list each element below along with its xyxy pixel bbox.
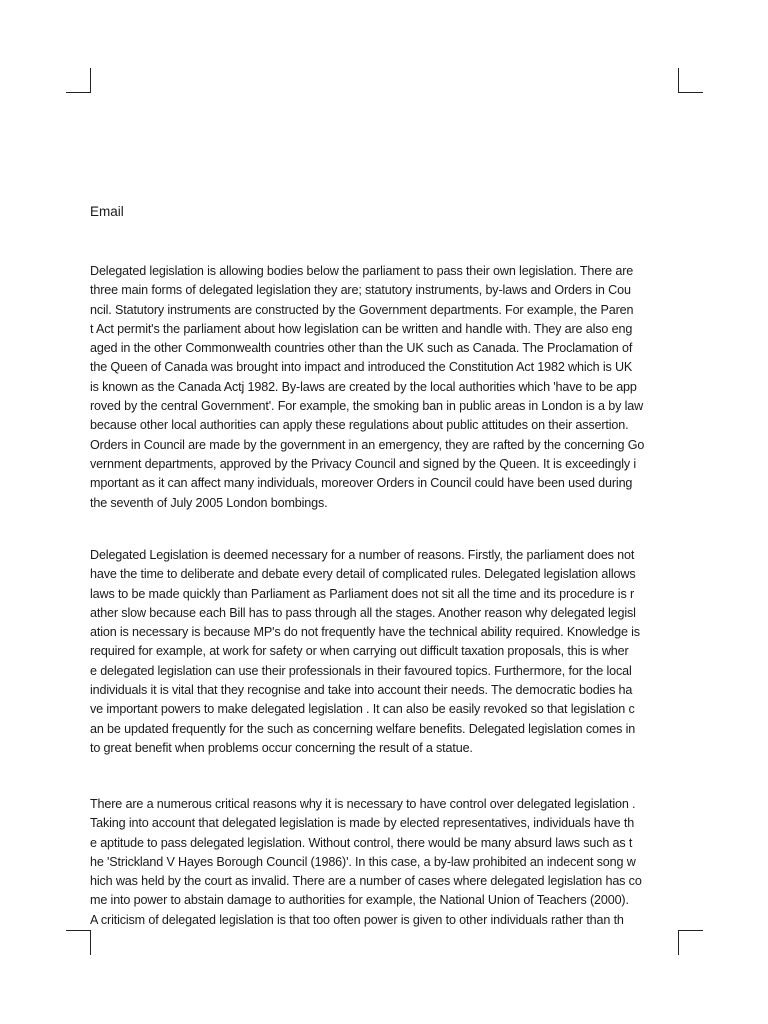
text-line: e aptitude to pass delegated legislation. Without control, there would be many absurd laws such as t — [90, 835, 633, 850]
text-line: vernment departments, approved by the Privacy Council and signed by the Queen. It is exceedingly i — [90, 456, 637, 471]
text-line: he 'Strickland V Hayes Borough Council (1986)'. In this case, a by-law prohibited an indecent song w — [90, 854, 636, 869]
text-line: hich was held by the court as invalid. There are a number of cases where delegated legislation has co — [90, 874, 642, 889]
text-line: have the time to deliberate and debate every detail of complicated rules. Delegated legislation allows — [90, 567, 636, 582]
text-line: roved by the central Government'. For example, the smoking ban in public areas in London is a by law — [90, 399, 644, 414]
document-title: Email — [90, 204, 124, 219]
text-line: A criticism of delegated legislation is that too often power is given to other individuals rather than th — [90, 912, 624, 927]
text-line: e delegated legislation can use their professionals in their favoured topics. Furthermore, for the local — [90, 663, 632, 678]
text-line: required for example, at work for safety or when carrying out difficult taxation proposals, this is wher — [90, 644, 629, 659]
text-line: There are a numerous critical reasons why it is necessary to have control over delegated legislation . — [90, 797, 636, 811]
text-line: Delegated legislation is allowing bodies below the parliament to pass their own legislation. There are — [90, 264, 634, 278]
text-line: the seventh of July 2005 London bombings. — [90, 495, 328, 510]
text-line: an be updated frequently for the such as concerning welfare benefits. Delegated legislation comes in — [90, 721, 636, 736]
text-line: individuals it is vital that they recognise and take into account their needs. The democratic bodies ha — [90, 683, 633, 698]
paragraph-1 — [90, 262, 680, 513]
text-line: Delegated Legislation is deemed necessary for a number of reasons. Firstly, the parliament does not — [90, 548, 635, 562]
text-line: because other local authorities can apply these regulations about public attitudes on their assertion. — [90, 418, 629, 433]
text-line: aged in the other Commonwealth countries other than the UK such as Canada. The Proclamation of — [90, 341, 633, 356]
text-line: laws to be made quickly than Parliament as Parliament does not sit all the time and its procedure is r — [90, 586, 634, 601]
crop-mark-top-right — [678, 68, 703, 93]
text-line: three main forms of delegated legislation they are; statutory instruments, by-laws and Orders in Cou — [90, 283, 631, 298]
text-line: is known as the Canada Actj 1982. By-laws are created by the local authorities which 'have to be app — [90, 379, 637, 394]
text-line: mportant as it can affect many individuals, moreover Orders in Council could have been used during — [90, 476, 633, 491]
text-line: to great benefit when problems occur concerning the result of a statue. — [90, 740, 473, 755]
crop-mark-bottom-right — [678, 930, 703, 955]
text-line: Orders in Council are made by the government in an emergency, they are rafted by the concerning Go — [90, 437, 645, 452]
text-line: the Queen of Canada was brought into impact and introduced the Constitution Act 1982 which is UK — [90, 360, 633, 375]
text-line: Taking into account that delegated legislation is made by elected representatives, individuals have th — [90, 816, 635, 831]
paragraph-2 — [90, 546, 680, 758]
crop-mark-top-left — [66, 68, 91, 93]
paragraph-3 — [90, 795, 680, 930]
crop-mark-bottom-left — [66, 930, 91, 955]
text-line: me into power to abstain damage to authorities for example, the National Union of Teachers (2000). — [90, 893, 629, 908]
text-line: ation is necessary is because MP's do not frequently have the technical ability required. Knowledge is — [90, 625, 640, 640]
text-line: t Act permit's the parliament about how legislation can be written and handle with. They are also eng — [90, 321, 633, 336]
text-line: ncil. Statutory instruments are constructed by the Government departments. For example, the Paren — [90, 302, 634, 317]
text-line: ve important powers to make delegated legislation . It can also be easily revoked so that legislation c — [90, 702, 635, 717]
text-line: ather slow because each Bill has to pass through all the stages. Another reason why delegated legisl — [90, 605, 636, 620]
